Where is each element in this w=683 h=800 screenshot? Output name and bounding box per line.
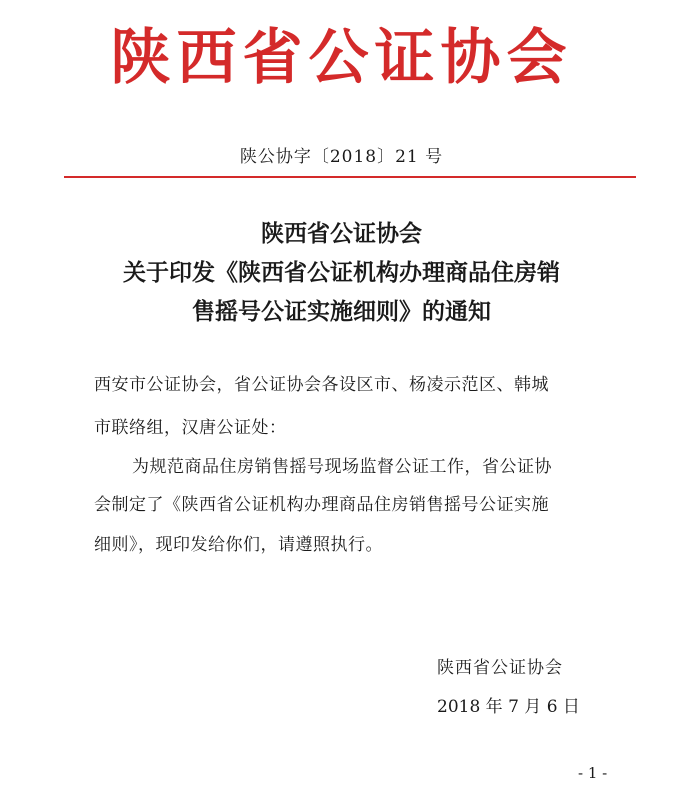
page-number: - 1 -	[578, 764, 608, 782]
body-line-3: 为规范商品住房销售摇号现场监督公证工作，省公证协	[132, 457, 552, 477]
body-line-5: 细则》，现印发给你们，请遵照执行。	[94, 535, 383, 555]
signature-date: 2018 年 7 月 6 日	[437, 697, 580, 717]
body-line-4: 会制定了《陕西省公证机构办理商品住房销售摇号公证实施	[94, 495, 549, 515]
document-number: 陕公协字〔2018〕21 号	[239, 147, 444, 167]
body-line-1: 西安市公证协会，省公证协会各设区市、杨凌示范区、韩城	[94, 375, 549, 395]
notice-title-line-2: 关于印发《陕西省公证机构办理商品住房销	[123, 259, 560, 286]
signature-issuer: 陕西省公证协会	[437, 658, 563, 678]
body-line-2: 市联络组，汉唐公证处：	[94, 418, 287, 438]
notice-title-line-1: 陕西省公证协会	[261, 220, 422, 247]
masthead-title: 陕西省公证协会	[110, 23, 573, 93]
notice-title-line-3: 售摇号公证实施细则》的通知	[192, 298, 491, 325]
red-divider-rule	[64, 176, 636, 178]
